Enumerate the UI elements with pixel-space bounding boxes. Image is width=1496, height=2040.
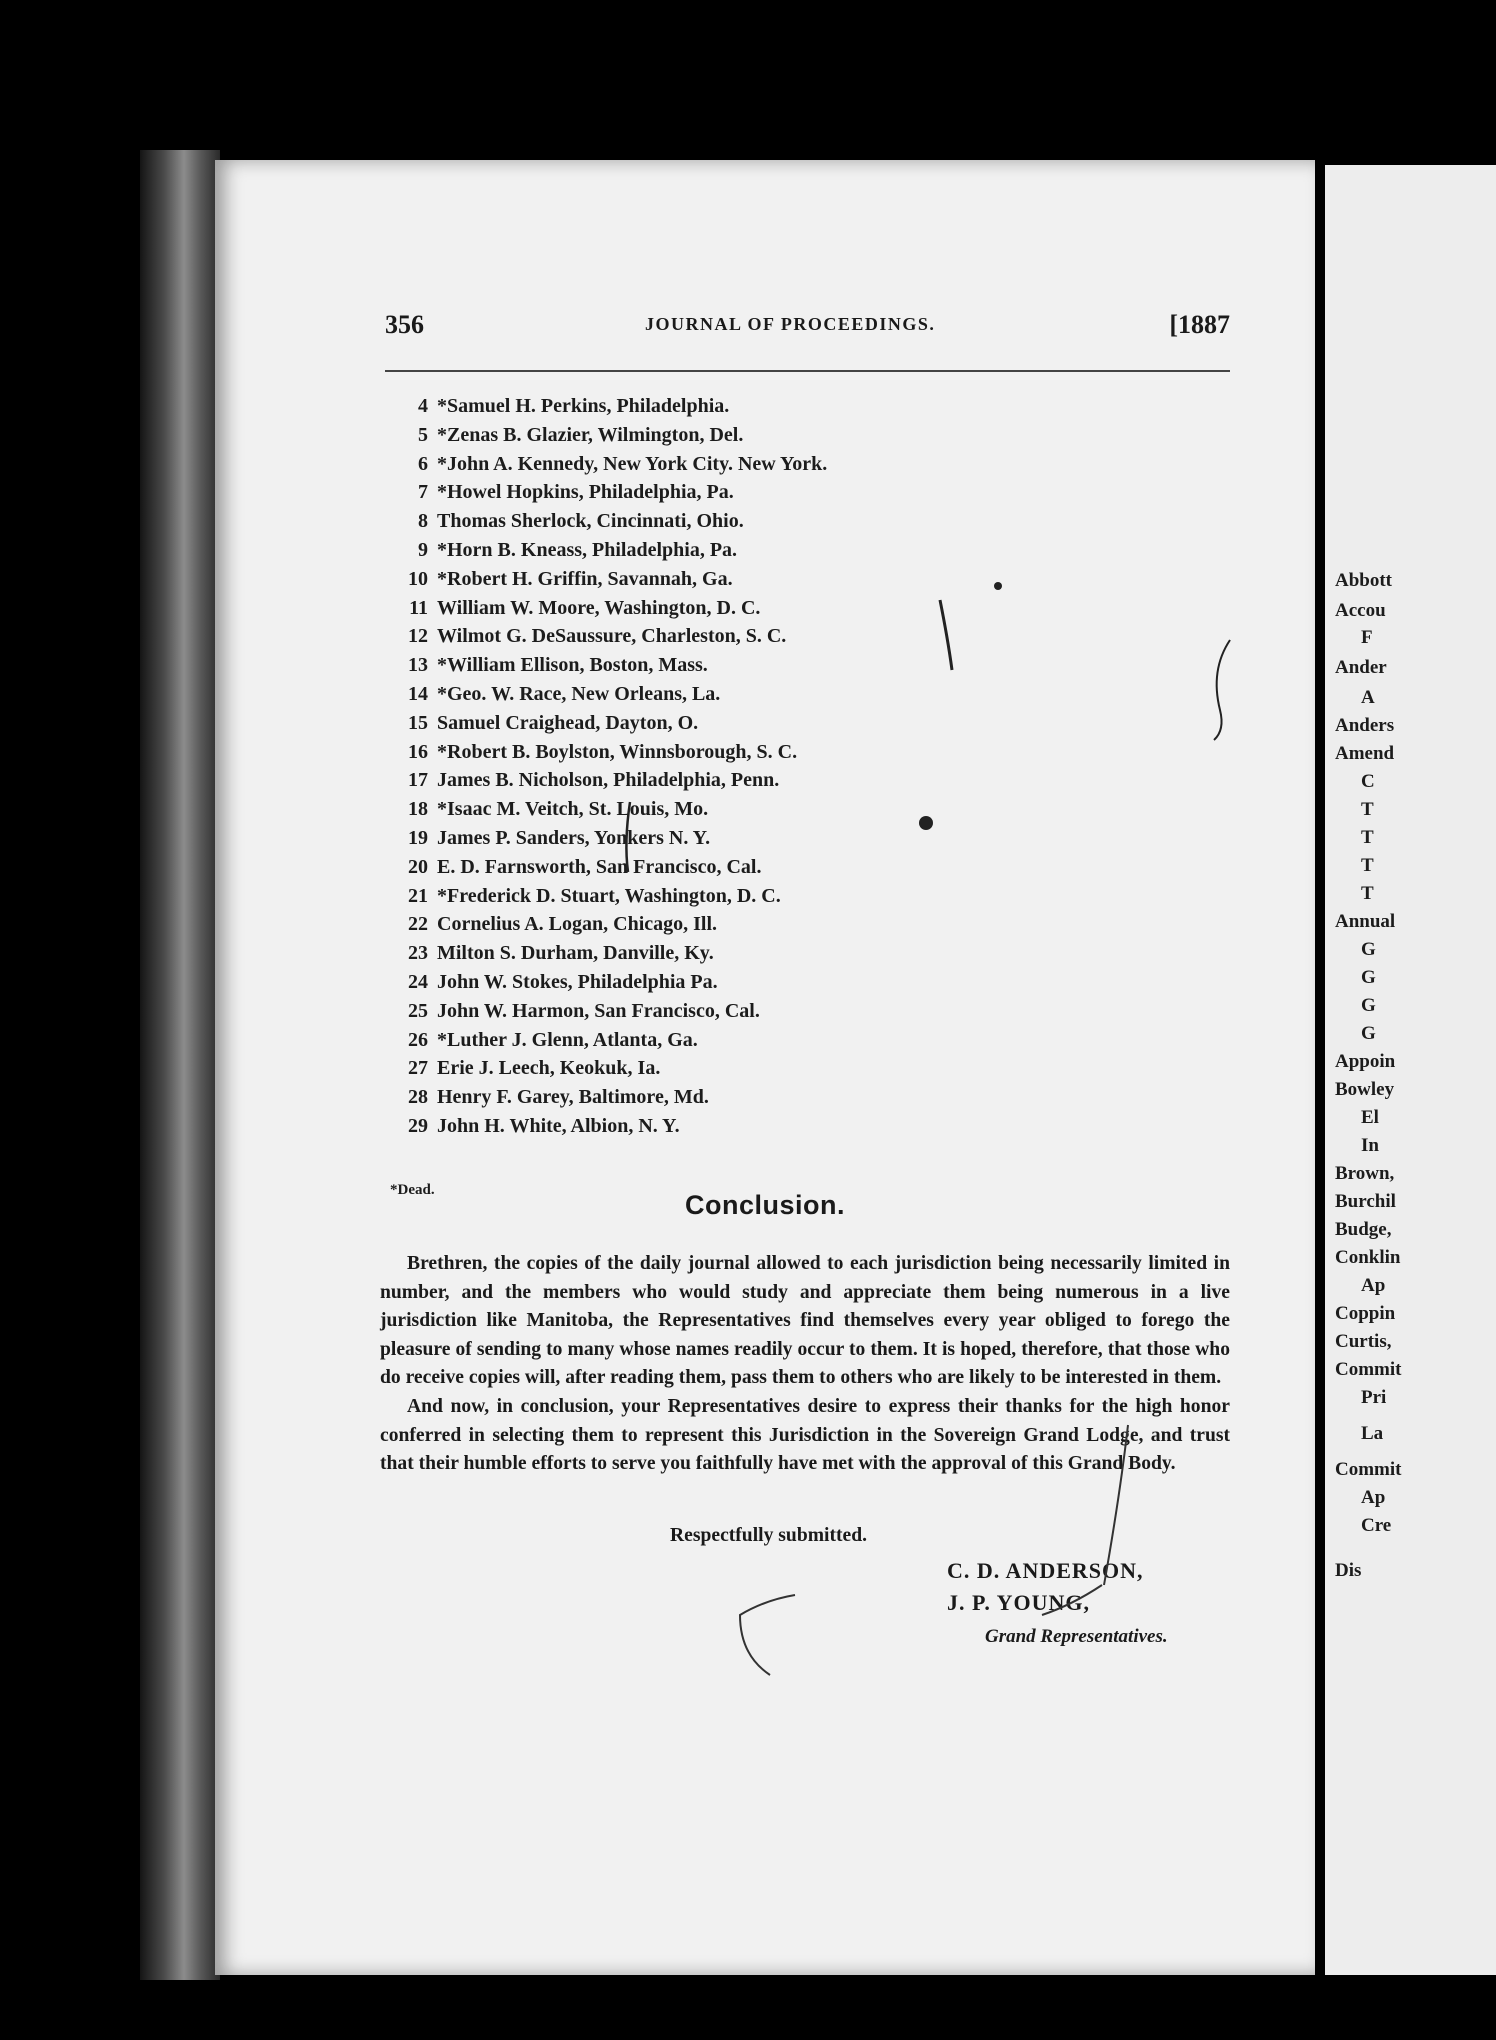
representative-entry	[390, 651, 1150, 680]
closing-line: Respectfully submitted.	[670, 1525, 868, 1546]
index-entry: A	[1361, 687, 1375, 708]
representative-entry	[390, 939, 1150, 968]
entry-number: 22	[408, 913, 428, 936]
entry-number: 27	[408, 1057, 428, 1080]
entry-name: *William Ellison, Boston, Mass.	[437, 654, 708, 677]
entry-name: Erie J. Leech, Keokuk, Ia.	[437, 1057, 661, 1080]
index-entry: Ander	[1335, 657, 1387, 678]
entry-number: 18	[408, 798, 428, 821]
entry-name: John W. Harmon, San Francisco, Cal.	[437, 999, 760, 1022]
index-entry: G	[1361, 939, 1376, 960]
representative-entry	[390, 766, 1150, 795]
index-entry: El	[1361, 1107, 1379, 1128]
entry-name: John H. White, Albion, N. Y.	[437, 1114, 680, 1137]
entry-name: Thomas Sherlock, Cincinnati, Ohio.	[437, 510, 744, 533]
index-entry: T	[1361, 827, 1374, 848]
entry-number: 24	[408, 970, 428, 993]
entry-name: James P. Sanders, Yonkers N. Y.	[437, 826, 711, 849]
index-entry: Ap	[1361, 1275, 1386, 1296]
index-entry: F	[1361, 627, 1373, 648]
facing-index-list	[1325, 165, 1496, 1975]
representative-entry	[390, 997, 1150, 1026]
entry-name: *Frederick D. Stuart, Washington, D. C.	[437, 884, 781, 907]
entry-name: *Samuel H. Perkins, Philadelphia.	[437, 395, 730, 417]
representative-entry	[390, 882, 1150, 911]
entry-number: 5	[418, 423, 428, 446]
entry-number: 10	[408, 567, 428, 590]
entry-number: 14	[408, 682, 428, 705]
index-entry: Burchil	[1335, 1191, 1396, 1212]
representative-entry	[390, 536, 1150, 565]
entry-name: Samuel Craighead, Dayton, O.	[437, 711, 699, 734]
representative-entry	[390, 450, 1150, 479]
entry-number: 19	[408, 826, 428, 849]
book-binding	[140, 150, 220, 1980]
entry-number: 29	[408, 1114, 428, 1137]
entry-number: 23	[408, 942, 428, 965]
representative-entry	[390, 738, 1150, 767]
representative-entry	[390, 1054, 1150, 1083]
entry-number: 20	[408, 855, 428, 878]
index-entry: Accou	[1335, 600, 1386, 621]
left-page	[215, 160, 1315, 1975]
entry-name: Cornelius A. Logan, Chicago, Ill.	[437, 913, 718, 936]
facing-page	[1325, 165, 1496, 1975]
paragraph-1: Brethren, the copies of the daily journal allowed to each jurisdiction being necessarily limited in number, and the members who would study and appreciate them being numerous in a live jurisdiction like Manitoba, the Representatives find themselves every year obliged to forego the pleasure of sending to many whose names readily occur to them. It is hoped, therefore, that those who do receive copies will, after reading them, pass them to others who are likely to be interested in them.	[380, 1253, 1230, 1389]
index-entry: Curtis,	[1335, 1331, 1392, 1352]
index-entry: Abbott	[1335, 570, 1393, 591]
entry-name: *Robert H. Griffin, Savannah, Ga.	[437, 567, 733, 590]
index-entry: G	[1361, 1023, 1376, 1044]
entry-number: 25	[408, 999, 428, 1022]
entry-name: *Geo. W. Race, New Orleans, La.	[437, 682, 721, 705]
representative-entry	[390, 680, 1150, 709]
entry-name: John W. Stokes, Philadelphia Pa.	[437, 970, 718, 993]
index-entry: Annual	[1335, 911, 1396, 932]
signature-name-2: J. P. YOUNG,	[947, 1590, 1090, 1615]
entry-name: *Howel Hopkins, Philadelphia, Pa.	[437, 481, 734, 504]
representative-entry	[390, 795, 1150, 824]
representatives-list	[390, 392, 1150, 1141]
index-entry: Pri	[1361, 1387, 1387, 1408]
entry-name: Henry F. Garey, Baltimore, Md.	[437, 1086, 709, 1109]
entry-name: *Robert B. Boylston, Winnsborough, S. C.	[437, 740, 798, 763]
index-entry: Bowley	[1335, 1079, 1395, 1100]
entry-number: 4	[418, 395, 428, 417]
entry-number: 7	[418, 481, 428, 504]
entry-number: 6	[418, 452, 428, 475]
index-entry: Coppin	[1335, 1303, 1396, 1324]
representative-entry	[390, 824, 1150, 853]
representative-entry	[390, 910, 1150, 939]
index-entry: G	[1361, 967, 1376, 988]
header-rule	[385, 370, 1230, 372]
index-entry: T	[1361, 799, 1374, 820]
entry-name: *Zenas B. Glazier, Wilmington, Del.	[437, 423, 744, 446]
entry-name: Wilmot G. DeSaussure, Charleston, S. C.	[437, 625, 787, 648]
index-entry: C	[1361, 771, 1375, 792]
representative-entry	[390, 1083, 1150, 1112]
index-entry: Dis	[1335, 1560, 1362, 1581]
index-entry: Commit	[1335, 1459, 1402, 1480]
signature-title: Grand Representatives.	[985, 1626, 1168, 1647]
representative-entry	[390, 594, 1150, 623]
index-entry: Conklin	[1335, 1247, 1401, 1268]
entry-number: 12	[408, 625, 428, 648]
index-entry: T	[1361, 855, 1374, 876]
entry-name: E. D. Farnsworth, San Francisco, Cal.	[437, 855, 762, 878]
entry-name: *John A. Kennedy, New York City. New York.	[437, 452, 828, 475]
representative-entry	[390, 392, 1150, 421]
paragraph-2: And now, in conclusion, your Representatives desire to express their thanks for the high honor conferred in selecting them to represent this Jurisdiction in the Sovereign Grand Lodge, and trust that their humble efforts to serve you faithfully have met with the approval of this Grand Body.	[380, 1396, 1230, 1475]
entry-name: Milton S. Durham, Danville, Ky.	[437, 942, 714, 965]
entry-number: 21	[408, 884, 428, 907]
entry-number: 15	[408, 711, 428, 734]
index-entry: Anders	[1335, 715, 1395, 736]
representative-entry	[390, 478, 1150, 507]
representative-entry	[390, 709, 1150, 738]
index-entry: G	[1361, 995, 1376, 1016]
index-entry: Budge,	[1335, 1219, 1392, 1240]
representative-entry	[390, 1112, 1150, 1141]
representative-entry	[390, 565, 1150, 594]
footnote: *Dead.	[390, 1182, 435, 1198]
representative-entry	[390, 507, 1150, 536]
entry-number: 8	[418, 510, 428, 533]
index-entry: Amend	[1335, 743, 1395, 764]
page-header	[385, 310, 1230, 350]
running-head: JOURNAL OF PROCEEDINGS.	[645, 314, 936, 334]
entry-name: William W. Moore, Washington, D. C.	[437, 596, 761, 619]
representative-entry	[390, 622, 1150, 651]
index-entry: In	[1361, 1135, 1379, 1156]
entry-number: 13	[408, 654, 428, 677]
representative-entry	[390, 968, 1150, 997]
signature-name-1: C. D. ANDERSON,	[947, 1558, 1144, 1583]
representative-entry	[390, 421, 1150, 450]
entry-number: 11	[409, 596, 428, 619]
index-entry: La	[1361, 1423, 1384, 1444]
index-entry: T	[1361, 883, 1374, 904]
index-entry: Appoin	[1335, 1051, 1396, 1072]
entry-number: 9	[418, 538, 428, 561]
entry-name: James B. Nicholson, Philadelphia, Penn.	[437, 769, 780, 792]
index-entry: Cre	[1361, 1515, 1392, 1536]
entry-number: 26	[408, 1028, 428, 1051]
entry-name: *Luther J. Glenn, Atlanta, Ga.	[437, 1028, 698, 1051]
entry-number: 16	[408, 740, 428, 763]
index-entry: Commit	[1335, 1359, 1402, 1380]
representative-entry	[390, 853, 1150, 882]
page-number: 356	[385, 310, 424, 339]
index-entry: Brown,	[1335, 1163, 1395, 1184]
entry-number: 17	[408, 769, 428, 792]
section-heading: Conclusion.	[685, 1190, 845, 1220]
entry-name: *Isaac M. Veitch, St. Louis, Mo.	[437, 798, 709, 821]
entry-name: *Horn B. Kneass, Philadelphia, Pa.	[437, 538, 738, 561]
index-entry: Ap	[1361, 1487, 1386, 1508]
header-year: [1887	[1169, 310, 1230, 339]
representative-entry	[390, 1026, 1150, 1055]
entry-number: 28	[408, 1086, 428, 1109]
